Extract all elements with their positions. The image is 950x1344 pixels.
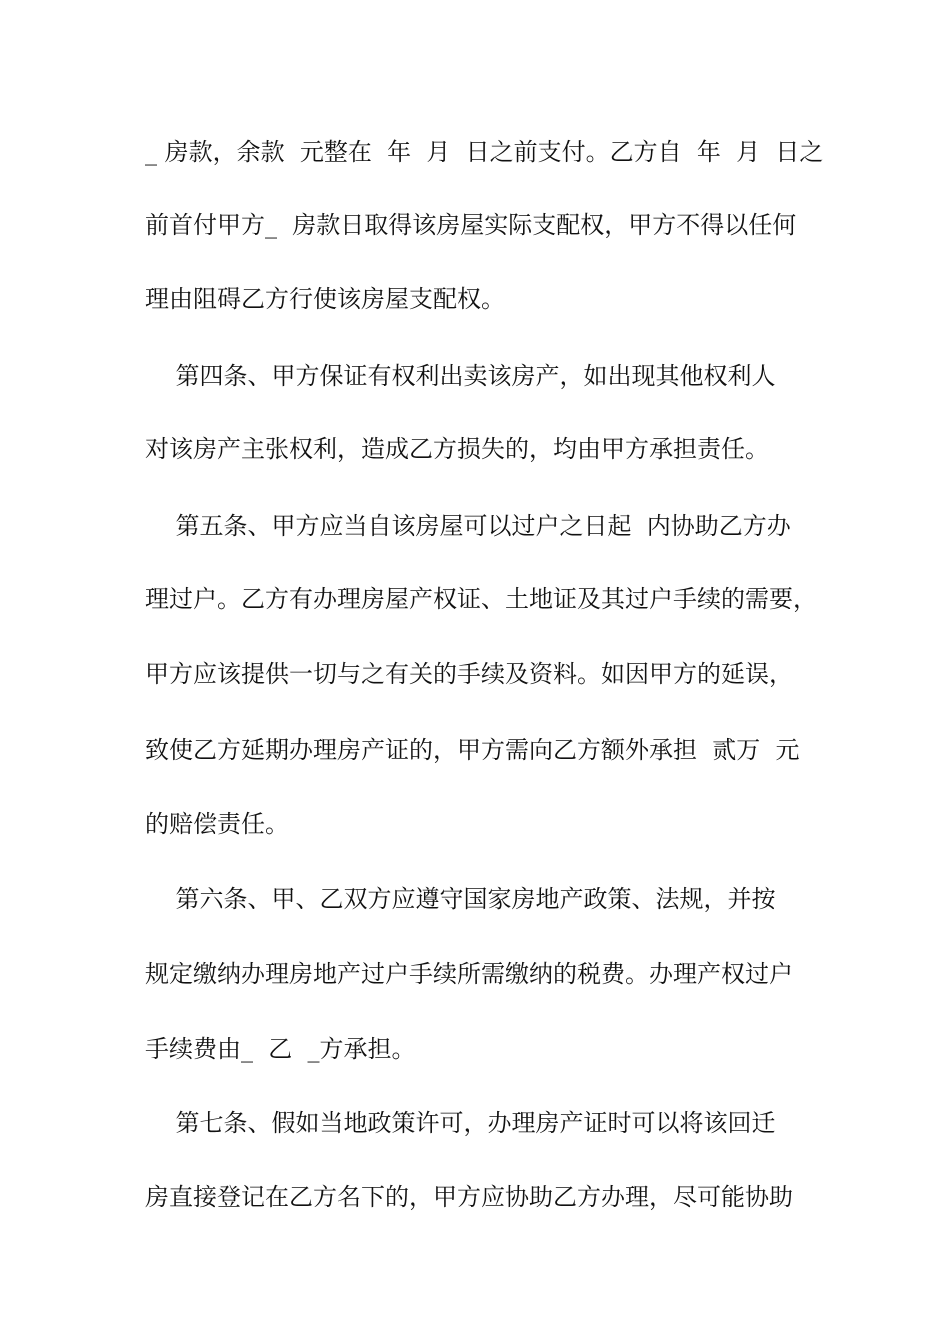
text-line: 第五条、甲方应当自该房屋可以过户之日起 内协助乙方办 (145, 512, 791, 540)
text-line: 手续费由_ 乙 _方承担。 (145, 1035, 416, 1063)
text-line: 的赔偿责任。 (145, 810, 289, 838)
text-line: 理过户。乙方有办理房屋产权证、土地证及其过户手续的需要， (145, 585, 817, 613)
text-line: 致使乙方延期办理房产证的，甲方需向乙方额外承担 贰万 元 (145, 736, 800, 764)
text-line: 甲方应该提供一切与之有关的手续及资料。如因甲方的延误， (145, 660, 793, 688)
text-line: 规定缴纳办理房地产过户手续所需缴纳的税费。办理产权过户 (145, 960, 793, 988)
text-line: 对该房产主张权利，造成乙方损失的，均由甲方承担责任。 (145, 435, 769, 463)
text-line: 理由阻碍乙方行使该房屋支配权。 (145, 285, 505, 313)
text-line: 第六条、甲、乙双方应遵守国家房地产政策、法规，并按 (145, 885, 776, 913)
text-line: _ 房款，余款 元整在 年 月 日之前支付。乙方自 年 月 日之 (145, 138, 824, 166)
text-line: 前首付甲方_ 房款日取得该房屋实际支配权，甲方不得以任何 (145, 211, 797, 239)
text-line: 第七条、假如当地政策许可，办理房产证时可以将该回迁 (145, 1109, 776, 1137)
text-line: 房直接登记在乙方名下的，甲方应协助乙方办理，尽可能协助 (145, 1183, 793, 1211)
text-line: 第四条、甲方保证有权利出卖该房产，如出现其他权利人 (145, 362, 776, 390)
